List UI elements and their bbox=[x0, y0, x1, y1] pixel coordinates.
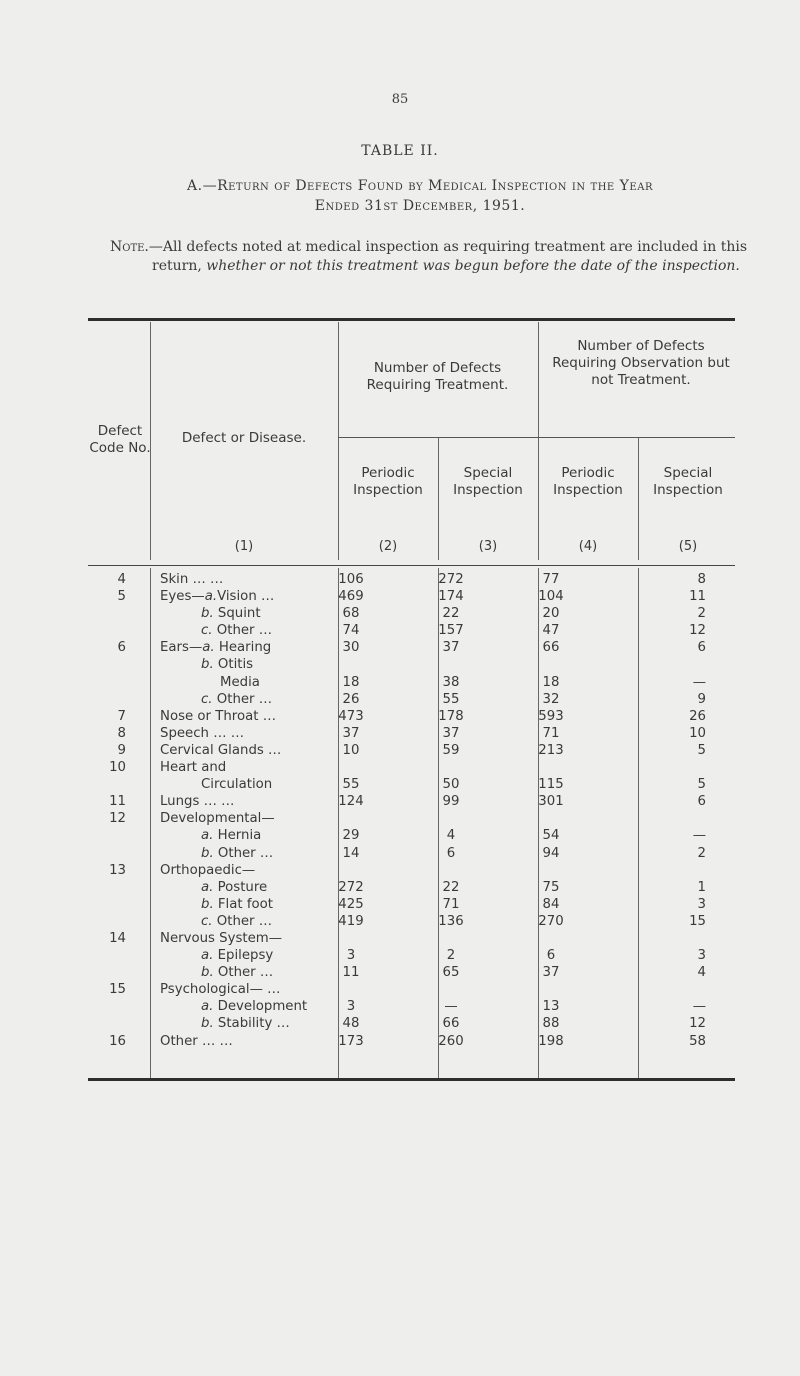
table-row bbox=[88, 981, 738, 998]
cell-value: 47 bbox=[542, 623, 560, 639]
defect-label: c. Other … bbox=[201, 913, 273, 929]
defect-label: b. Stability … bbox=[201, 1016, 290, 1032]
table-row bbox=[88, 913, 738, 930]
cell-value: 8 bbox=[697, 572, 706, 587]
defect-label: Psychological— … bbox=[160, 982, 281, 998]
cell-value: 99 bbox=[442, 794, 460, 810]
defect-label: c. Other … bbox=[201, 691, 273, 707]
defect-label: Speech … … bbox=[160, 725, 245, 741]
table-row bbox=[88, 656, 738, 673]
table-row bbox=[88, 1033, 738, 1050]
cell-value: — bbox=[692, 828, 706, 844]
defect-label: c. Other … bbox=[201, 623, 273, 639]
table-row bbox=[88, 588, 738, 605]
defect-label: Developmental— bbox=[160, 811, 275, 827]
cell-value: — bbox=[444, 999, 458, 1015]
cell-value: 272 bbox=[338, 879, 364, 895]
cell-value: 5 bbox=[697, 777, 706, 793]
header-treatment-group: Number of Defects Requiring Treatment. bbox=[366, 360, 509, 393]
cell-value: 2 bbox=[697, 606, 706, 622]
header-code: Defect Code No. bbox=[89, 423, 151, 456]
defect-label: Nose or Throat … bbox=[160, 708, 276, 724]
cell-value: — bbox=[692, 674, 706, 690]
defect-code: 13 bbox=[109, 862, 126, 878]
cell-value: 15 bbox=[689, 913, 706, 929]
defect-label: b. Other … bbox=[201, 845, 274, 861]
cell-value: 75 bbox=[542, 879, 560, 895]
cell-value: 3 bbox=[346, 948, 356, 964]
cell-value: 213 bbox=[538, 742, 564, 758]
table-row bbox=[88, 742, 738, 759]
defect-label: b. Squint bbox=[201, 606, 261, 622]
table-body bbox=[88, 571, 738, 1050]
defect-code: 16 bbox=[109, 1033, 126, 1049]
defect-label: Cervical Glands … bbox=[160, 742, 282, 758]
note-label: Note. bbox=[110, 239, 149, 255]
header-observation-group: Number of Defects Requiring Observation but not Treatment. bbox=[552, 338, 730, 388]
defect-label: Eyes—a.Vision … bbox=[160, 589, 275, 605]
table-top-rule bbox=[88, 318, 735, 321]
cell-value: 12 bbox=[689, 1016, 706, 1032]
defect-label: Circulation bbox=[201, 777, 273, 793]
defect-label: Nervous System— bbox=[160, 930, 283, 946]
cell-value: 74 bbox=[342, 623, 360, 639]
cell-value: 48 bbox=[342, 1016, 360, 1032]
divider bbox=[538, 322, 539, 560]
cell-value: 4 bbox=[446, 828, 456, 844]
cell-value: 469 bbox=[338, 589, 364, 605]
cell-value: 3 bbox=[697, 896, 706, 912]
cell-value: 20 bbox=[542, 606, 560, 622]
cell-value: 12 bbox=[689, 623, 706, 639]
defect-label: Orthopaedic— bbox=[160, 862, 256, 878]
divider bbox=[338, 322, 339, 560]
table-bottom-rule bbox=[88, 1078, 735, 1081]
cell-value: 6 bbox=[546, 948, 556, 964]
table-row bbox=[88, 793, 738, 810]
defect-label: b. Flat foot bbox=[201, 896, 273, 912]
cell-value: 301 bbox=[538, 794, 564, 810]
defect-label: b. Otitis bbox=[201, 657, 254, 673]
cell-value: 106 bbox=[338, 572, 364, 587]
cell-value: 425 bbox=[338, 896, 364, 912]
table-row bbox=[88, 776, 738, 793]
cell-value: 29 bbox=[342, 828, 360, 844]
table-row bbox=[88, 1015, 738, 1032]
table-row bbox=[88, 605, 738, 622]
cell-value: 173 bbox=[338, 1033, 364, 1049]
cell-value: 124 bbox=[338, 794, 364, 810]
column-number-2: (2) bbox=[378, 539, 398, 554]
cell-value: 54 bbox=[542, 828, 560, 844]
table-row bbox=[88, 810, 738, 827]
table-row bbox=[88, 896, 738, 913]
cell-value: 88 bbox=[542, 1016, 560, 1032]
subheader-rule bbox=[338, 437, 735, 438]
table-row bbox=[88, 622, 738, 639]
cell-value: 10 bbox=[689, 725, 706, 741]
cell-value: 94 bbox=[542, 845, 560, 861]
cell-value: 6 bbox=[446, 845, 456, 861]
table-row bbox=[88, 964, 738, 981]
defect-label: a. Epilepsy bbox=[201, 948, 274, 964]
defects-table bbox=[88, 318, 738, 1083]
cell-value: 104 bbox=[538, 589, 564, 605]
cell-value: 14 bbox=[342, 845, 360, 861]
table-row bbox=[88, 639, 738, 656]
cell-value: 2 bbox=[446, 948, 456, 964]
cell-value: 84 bbox=[542, 896, 560, 912]
cell-value: 26 bbox=[689, 708, 706, 724]
defect-code: 9 bbox=[117, 742, 126, 758]
cell-value: 6 bbox=[697, 794, 706, 810]
cell-value: — bbox=[692, 999, 706, 1015]
table-row bbox=[88, 708, 738, 725]
defect-code: 6 bbox=[117, 640, 126, 656]
column-number-4: (4) bbox=[578, 539, 598, 554]
cell-value: 419 bbox=[338, 913, 364, 929]
table-heading bbox=[70, 176, 770, 216]
cell-value: 178 bbox=[438, 708, 464, 724]
cell-value: 26 bbox=[342, 691, 360, 707]
defect-code: 8 bbox=[117, 725, 126, 741]
cell-value: 6 bbox=[697, 640, 706, 656]
cell-value: 4 bbox=[697, 965, 706, 981]
table-row bbox=[88, 725, 738, 742]
cell-value: 136 bbox=[438, 913, 464, 929]
cell-value: 66 bbox=[542, 640, 560, 656]
cell-value: 198 bbox=[538, 1033, 564, 1049]
cell-value: 68 bbox=[342, 606, 360, 622]
column-number-3: (3) bbox=[478, 539, 498, 554]
defect-label: a. Posture bbox=[201, 879, 268, 895]
column-number-5: (5) bbox=[678, 539, 698, 554]
cell-value: 3 bbox=[346, 999, 356, 1015]
cell-value: 157 bbox=[438, 623, 464, 639]
defect-code: 7 bbox=[117, 708, 126, 724]
divider bbox=[638, 438, 639, 560]
table-row bbox=[88, 947, 738, 964]
cell-value: 174 bbox=[438, 589, 464, 605]
heading-line-2: Ended 31st December, 1951. bbox=[314, 198, 526, 214]
defect-code: 10 bbox=[109, 760, 126, 776]
defect-label: Heart and bbox=[160, 760, 227, 776]
cell-value: 37 bbox=[442, 725, 460, 741]
table-row bbox=[88, 759, 738, 776]
header-special-observation: Special Inspection bbox=[653, 465, 723, 498]
cell-value: 272 bbox=[438, 572, 464, 587]
note-text: —All defects noted at medical inspection as requiring treatment are included in this return, bbox=[148, 239, 748, 274]
defect-label: Other … … bbox=[160, 1033, 233, 1049]
header-special-treatment: Special Inspection bbox=[453, 465, 523, 498]
header-bottom-rule bbox=[88, 565, 735, 566]
cell-value: 260 bbox=[438, 1033, 464, 1049]
table-row bbox=[88, 571, 738, 588]
cell-value: 13 bbox=[542, 999, 560, 1015]
cell-value: 32 bbox=[542, 691, 560, 707]
cell-value: 65 bbox=[442, 965, 460, 981]
cell-value: 115 bbox=[538, 777, 564, 793]
table-row bbox=[88, 998, 738, 1015]
cell-value: 22 bbox=[442, 879, 460, 895]
note-paragraph bbox=[110, 238, 750, 276]
cell-value: 473 bbox=[338, 708, 364, 724]
cell-value: 11 bbox=[689, 589, 706, 605]
defect-code: 12 bbox=[109, 811, 126, 827]
defect-label: a. Development bbox=[201, 999, 308, 1015]
defect-label: Ears—a. Hearing bbox=[160, 640, 272, 656]
cell-value: 18 bbox=[542, 674, 560, 690]
table-title: TABLE II. bbox=[361, 143, 439, 159]
cell-value: 3 bbox=[697, 948, 706, 964]
cell-value: 5 bbox=[697, 742, 706, 758]
table-row bbox=[88, 691, 738, 708]
table-row bbox=[88, 674, 738, 691]
header-periodic-observation: Periodic Inspection bbox=[553, 465, 623, 498]
cell-value: 38 bbox=[442, 674, 460, 690]
header-defect: Defect or Disease. bbox=[181, 430, 307, 446]
cell-value: 30 bbox=[342, 640, 360, 656]
cell-value: 9 bbox=[697, 691, 706, 707]
defect-code: 11 bbox=[109, 794, 126, 810]
table-row bbox=[88, 879, 738, 896]
column-number-1: (1) bbox=[234, 539, 254, 554]
defect-label: Skin … … bbox=[160, 572, 224, 587]
cell-value: 37 bbox=[542, 965, 560, 981]
cell-value: 71 bbox=[442, 896, 460, 912]
defect-label: b. Other … bbox=[201, 965, 274, 981]
table-row bbox=[88, 930, 738, 947]
table-row bbox=[88, 862, 738, 879]
defect-code: 14 bbox=[109, 930, 126, 946]
cell-value: 2 bbox=[697, 845, 706, 861]
cell-value: 18 bbox=[342, 674, 360, 690]
note-italic-text: whether or not this treatment was begun before the date of the inspection. bbox=[206, 258, 740, 274]
cell-value: 71 bbox=[542, 725, 560, 741]
table-row bbox=[88, 845, 738, 862]
divider bbox=[438, 438, 439, 560]
cell-value: 55 bbox=[342, 777, 360, 793]
defect-label: Lungs … … bbox=[160, 794, 235, 810]
cell-value: 270 bbox=[538, 913, 564, 929]
cell-value: 1 bbox=[697, 879, 706, 895]
cell-value: 77 bbox=[542, 572, 560, 587]
cell-value: 66 bbox=[442, 1016, 460, 1032]
cell-value: 593 bbox=[538, 708, 564, 724]
cell-value: 55 bbox=[442, 691, 460, 707]
cell-value: 22 bbox=[442, 606, 460, 622]
table-row bbox=[88, 827, 738, 844]
cell-value: 37 bbox=[442, 640, 460, 656]
defect-code: 5 bbox=[117, 589, 126, 605]
cell-value: 58 bbox=[689, 1033, 706, 1049]
defect-label: a. Hernia bbox=[201, 828, 262, 844]
cell-value: 11 bbox=[342, 965, 360, 981]
cell-value: 10 bbox=[342, 742, 360, 758]
cell-value: 59 bbox=[442, 742, 460, 758]
heading-line-1: A.—Return of Defects Found by Medical Inspection in the Year bbox=[187, 178, 653, 194]
defect-code: 4 bbox=[117, 572, 126, 587]
defect-code: 15 bbox=[109, 982, 126, 998]
cell-value: 50 bbox=[442, 777, 460, 793]
header-periodic-treatment: Periodic Inspection bbox=[353, 465, 423, 498]
page-number: 85 bbox=[391, 92, 409, 107]
defect-label: Media bbox=[220, 674, 260, 690]
cell-value: 37 bbox=[342, 725, 360, 741]
